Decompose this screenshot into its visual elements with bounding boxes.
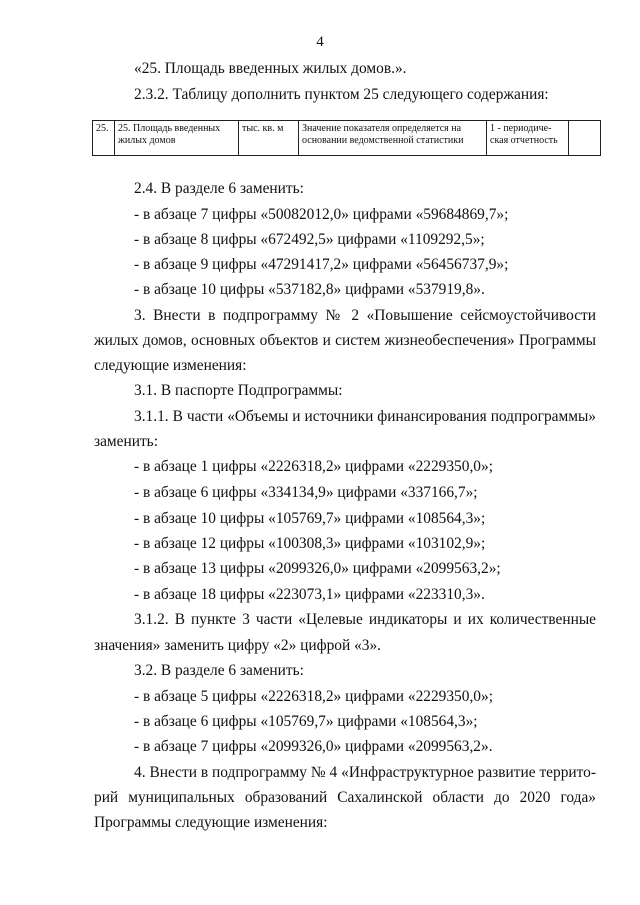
paragraph: 2.4. В разделе 6 заменить: bbox=[134, 180, 304, 197]
paragraph: - в абзаце 10 цифры «537182,8» цифрами «537919,8». bbox=[134, 281, 485, 298]
paragraph: - в абзаце 7 цифры «50082012,0» цифрами «59684869,7»; bbox=[134, 206, 509, 223]
paragraph: значения» заменить цифру «2» цифрой «3». bbox=[94, 637, 382, 654]
paragraph: 3.2. В разделе 6 заменить: bbox=[134, 662, 304, 679]
paragraph: - в абзаце 12 цифры «100308,3» цифрами «103102,9»; bbox=[134, 535, 486, 552]
table-cell: 25. bbox=[93, 121, 115, 156]
paragraph: «25. Площадь введенных жилых домов.». bbox=[134, 60, 407, 77]
paragraph: 3. Внести в подпрограмму № 2 «Повышение сейсмоустойчивости bbox=[134, 307, 596, 324]
paragraph: Программы следующие изменения: bbox=[94, 814, 328, 831]
paragraph: - в абзаце 18 цифры «223073,1» цифрами «223310,3». bbox=[134, 586, 485, 603]
paragraph: заменить: bbox=[94, 433, 158, 450]
table-cell bbox=[569, 121, 601, 156]
paragraph: - в абзаце 1 цифры «2226318,2» цифрами «2229350,0»; bbox=[134, 458, 493, 475]
paragraph: - в абзаце 13 цифры «2099326,0» цифрами «2099563,2»; bbox=[134, 560, 501, 577]
paragraph: жилых домов, основных объектов и систем жизнеобеспечения» Программы bbox=[94, 332, 596, 349]
table-row bbox=[93, 121, 601, 156]
paragraph: - в абзаце 6 цифры «334134,9» цифрами «337166,7»; bbox=[134, 484, 478, 501]
paragraph: - в абзаце 6 цифры «105769,7» цифрами «108564,3»; bbox=[134, 713, 478, 730]
table-cell: 25. Площадь введенных жилых домов bbox=[115, 121, 239, 156]
page-number: 4 bbox=[316, 34, 324, 50]
paragraph: - в абзаце 5 цифры «2226318,2» цифрами «2229350,0»; bbox=[134, 688, 493, 705]
paragraph: - в абзаце 9 цифры «47291417,2» цифрами «56456737,9»; bbox=[134, 256, 509, 273]
table-cell: Значение показателя определяется на основании ведомственной статистики bbox=[299, 121, 487, 156]
paragraph: - в абзаце 7 цифры «2099326,0» цифрами «2099563,2». bbox=[134, 738, 493, 755]
indicator-table bbox=[92, 120, 601, 156]
paragraph: следующие изменения: bbox=[94, 357, 247, 374]
paragraph: 3.1.1. В части «Объемы и источники финансирования подпрограммы» bbox=[134, 408, 596, 425]
paragraph: рий муниципальных образований Сахалинской области до 2020 года» bbox=[94, 789, 596, 806]
paragraph: 2.3.2. Таблицу дополнить пунктом 25 следующего содержания: bbox=[134, 86, 549, 103]
paragraph: - в абзаце 10 цифры «105769,7» цифрами «108564,3»; bbox=[134, 510, 486, 527]
table-cell: 1 - периодиче-ская отчетность bbox=[487, 121, 569, 156]
table-cell: тыс. кв. м bbox=[239, 121, 299, 156]
paragraph: 3.1. В паспорте Подпрограммы: bbox=[134, 382, 343, 399]
paragraph: 3.1.2. В пункте 3 части «Целевые индикаторы и их количественные bbox=[134, 611, 596, 628]
paragraph: 4. Внести в подпрограмму № 4 «Инфраструктурное развитие террито- bbox=[134, 764, 596, 781]
paragraph: - в абзаце 8 цифры «672492,5» цифрами «1109292,5»; bbox=[134, 231, 485, 248]
